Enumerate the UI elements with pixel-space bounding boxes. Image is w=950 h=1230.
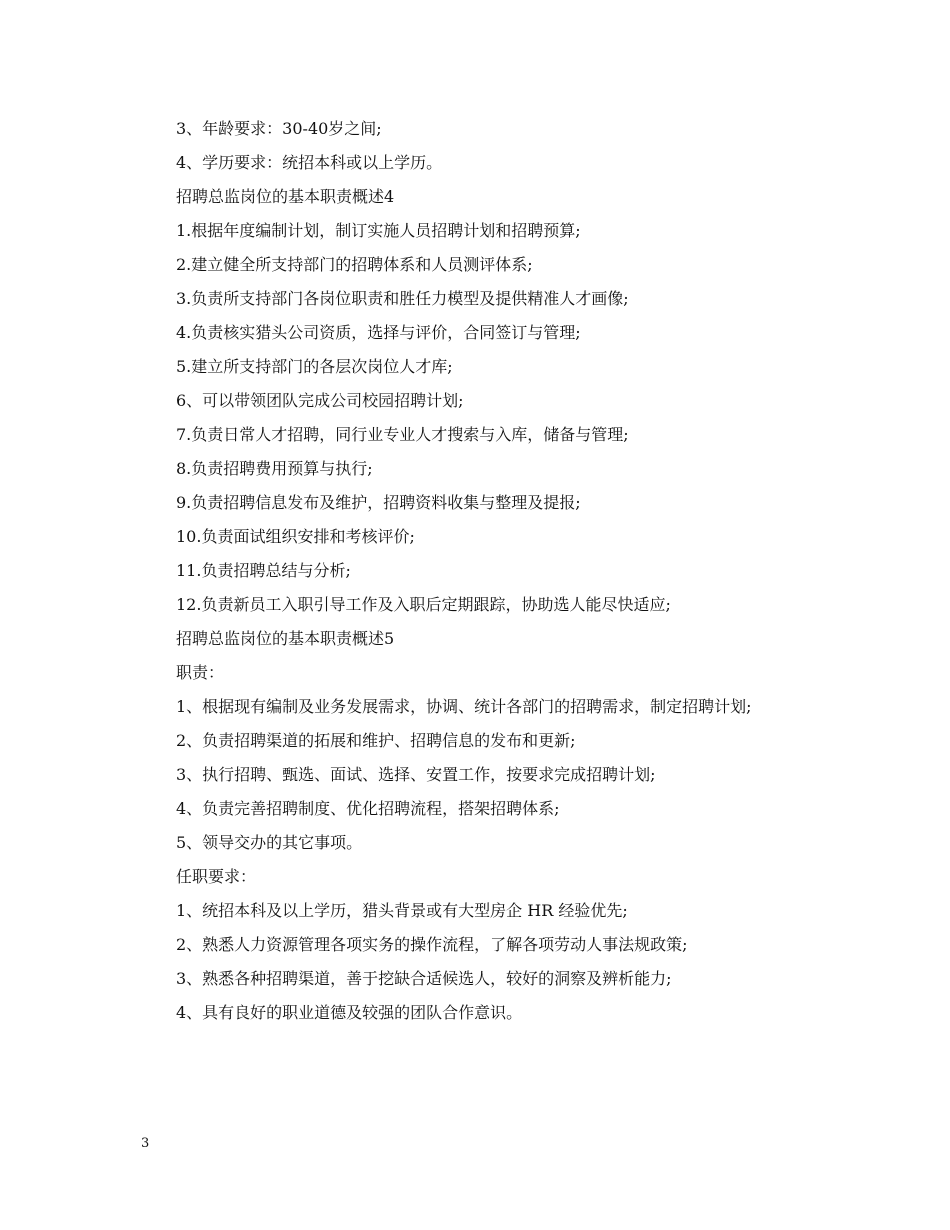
list-item: 10.负责面试组织安排和考核评价; (176, 527, 415, 546)
list-item: 4、负责完善招聘制度、优化招聘流程，搭架招聘体系; (176, 799, 560, 818)
list-item: 11.负责招聘总结与分析; (176, 561, 351, 580)
list-item: 1、根据现有编制及业务发展需求，协调、统计各部门的招聘需求，制定招聘计划; (176, 697, 752, 716)
page-number: 3 (141, 1136, 150, 1151)
paragraph-education-requirement: 4、学历要求：统招本科或以上学历。 (176, 153, 443, 172)
list-item: 5、领导交办的其它事项。 (176, 833, 363, 852)
list-item: 9.负责招聘信息发布及维护，招聘资料收集与整理及提报; (176, 493, 581, 512)
list-item: 7.负责日常人才招聘，同行业专业人才搜索与入库，储备与管理; (176, 425, 629, 444)
list-item: 3.负责所支持部门各岗位职责和胜任力模型及提供精准人才画像; (176, 289, 629, 308)
list-item: 3、执行招聘、甄选、面试、选择、安置工作，按要求完成招聘计划; (176, 765, 656, 784)
list-item: 8.负责招聘费用预算与执行; (176, 459, 373, 478)
list-item: 1、统招本科及以上学历，猎头背景或有大型房企 HR 经验优先; (176, 901, 628, 920)
list-item: 5.建立所支持部门的各层次岗位人才库; (176, 357, 453, 376)
list-item: 4.负责核实猎头公司资质，选择与评价，合同签订与管理; (176, 323, 581, 342)
list-item: 12.负责新员工入职引导工作及入职后定期跟踪，协助选人能尽快适应; (176, 595, 671, 614)
list-item: 4、具有良好的职业道德及较强的团队合作意识。 (176, 1003, 523, 1022)
list-item: 6、可以带领团队完成公司校园招聘计划; (176, 391, 464, 410)
list-item: 2.建立健全所支持部门的招聘体系和人员测评体系; (176, 255, 533, 274)
document-body (140, 112, 820, 1030)
list-item: 2、熟悉人力资源管理各项实务的操作流程，了解各项劳动人事法规政策; (176, 935, 688, 954)
subheading-qualifications: 任职要求： (176, 867, 257, 886)
paragraph-age-requirement: 3、年龄要求：30-40岁之间; (176, 119, 382, 138)
list-item: 1.根据年度编制计划，制订实施人员招聘计划和招聘预算; (176, 221, 581, 240)
section-heading-4: 招聘总监岗位的基本职责概述4 (176, 187, 395, 206)
list-item: 3、熟悉各种招聘渠道，善于挖缺合适候选人，较好的洞察及辨析能力; (176, 969, 672, 988)
subheading-duties: 职责： (176, 663, 225, 682)
list-item: 2、负责招聘渠道的拓展和维护、招聘信息的发布和更新; (176, 731, 576, 750)
section-heading-5: 招聘总监岗位的基本职责概述5 (176, 629, 395, 648)
